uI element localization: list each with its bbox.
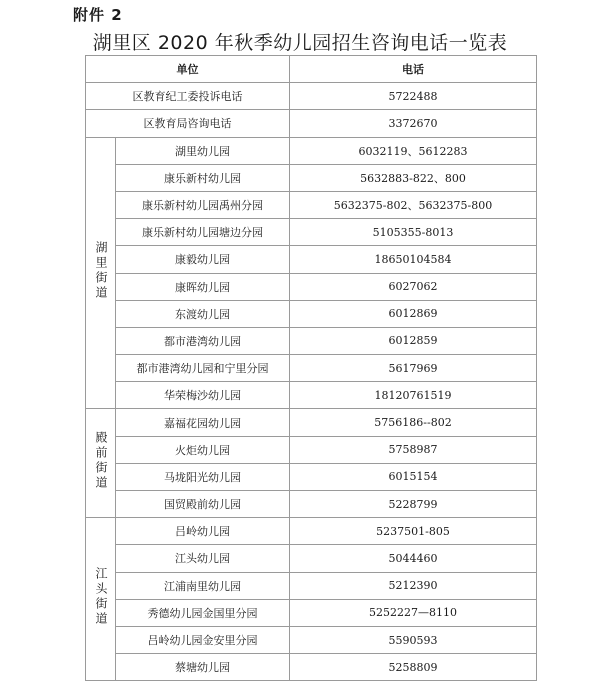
phone-cell: 6027062 [290, 273, 537, 300]
kindergarten-name-cell: 康乐新村幼儿园 [116, 164, 290, 191]
kindergarten-name-cell: 秀德幼儿园金国里分园 [116, 599, 290, 626]
table-row [86, 572, 537, 599]
phone-cell: 5590593 [290, 626, 537, 653]
kindergarten-name-cell: 东渡幼儿园 [116, 300, 290, 327]
table-row [86, 599, 537, 626]
table-row [86, 355, 537, 382]
kindergarten-name-cell: 吕岭幼儿园金安里分园 [116, 626, 290, 653]
phone-cell: 6015154 [290, 463, 537, 490]
street-label: 湖里街道 [94, 240, 108, 301]
table-row [86, 219, 537, 246]
table-row [86, 518, 537, 545]
street-group-cell [86, 518, 116, 681]
phone-cell: 5722488 [290, 83, 537, 110]
kindergarten-name-cell: 火炬幼儿园 [116, 436, 290, 463]
phone-cell: 3372670 [290, 110, 537, 137]
phone-table-container [85, 55, 536, 681]
kindergarten-name-cell: 华荣梅沙幼儿园 [116, 382, 290, 409]
phone-cell: 5756186--802 [290, 409, 537, 436]
phone-cell: 5252227—8110 [290, 599, 537, 626]
table-row [86, 409, 537, 436]
table-row [86, 137, 537, 164]
phone-cell: 5044460 [290, 545, 537, 572]
phone-table [85, 55, 537, 681]
phone-cell: 5212390 [290, 572, 537, 599]
table-row [86, 83, 537, 110]
phone-cell: 5758987 [290, 436, 537, 463]
table-row [86, 545, 537, 572]
header-phone: 电话 [290, 56, 537, 83]
table-row [86, 463, 537, 490]
table-row [86, 436, 537, 463]
phone-cell: 5632883-822、800 [290, 164, 537, 191]
table-row [86, 327, 537, 354]
table-row [86, 654, 537, 681]
phone-cell: 5237501-805 [290, 518, 537, 545]
kindergarten-name-cell: 嘉福花园幼儿园 [116, 409, 290, 436]
kindergarten-name-cell: 康乐新村幼儿园禹州分园 [116, 191, 290, 218]
table-body [86, 83, 537, 681]
phone-cell: 5105355-8013 [290, 219, 537, 246]
table-row [86, 626, 537, 653]
table-row [86, 491, 537, 518]
table-row [86, 273, 537, 300]
phone-cell: 5632375-802、5632375-800 [290, 191, 537, 218]
table-row [86, 300, 537, 327]
header-unit: 单位 [86, 56, 290, 83]
table-row [86, 164, 537, 191]
phone-cell: 5258809 [290, 654, 537, 681]
kindergarten-name-cell: 江浦南里幼儿园 [116, 572, 290, 599]
kindergarten-name-cell: 江头幼儿园 [116, 545, 290, 572]
table-row [86, 191, 537, 218]
phone-cell: 18650104584 [290, 246, 537, 273]
street-group-cell [86, 409, 116, 518]
street-group-cell [86, 137, 116, 409]
kindergarten-name-cell: 蔡塘幼儿园 [116, 654, 290, 681]
attachment-label: 附件 2 [73, 6, 123, 24]
kindergarten-name-cell: 康毅幼儿园 [116, 246, 290, 273]
document-title: 湖里区 2020 年秋季幼儿园招生咨询电话一览表 [92, 32, 508, 54]
kindergarten-name-cell: 湖里幼儿园 [116, 137, 290, 164]
street-label: 殿前街道 [94, 430, 108, 491]
street-label: 江头街道 [94, 566, 108, 627]
phone-cell: 5617969 [290, 355, 537, 382]
phone-cell: 6032119、5612283 [290, 137, 537, 164]
kindergarten-name-cell: 吕岭幼儿园 [116, 518, 290, 545]
table-row [86, 382, 537, 409]
unit-name-cell: 区教育局咨询电话 [86, 110, 290, 137]
phone-cell: 18120761519 [290, 382, 537, 409]
kindergarten-name-cell: 马垅阳光幼儿园 [116, 463, 290, 490]
phone-cell: 5228799 [290, 491, 537, 518]
kindergarten-name-cell: 国贸殿前幼儿园 [116, 491, 290, 518]
unit-name-cell: 区教育纪工委投诉电话 [86, 83, 290, 110]
table-header-row [86, 56, 537, 83]
phone-cell: 6012859 [290, 327, 537, 354]
kindergarten-name-cell: 康晖幼儿园 [116, 273, 290, 300]
kindergarten-name-cell: 都市港湾幼儿园和宁里分园 [116, 355, 290, 382]
kindergarten-name-cell: 康乐新村幼儿园塘边分园 [116, 219, 290, 246]
table-row [86, 110, 537, 137]
phone-cell: 6012869 [290, 300, 537, 327]
table-row [86, 246, 537, 273]
kindergarten-name-cell: 都市港湾幼儿园 [116, 327, 290, 354]
